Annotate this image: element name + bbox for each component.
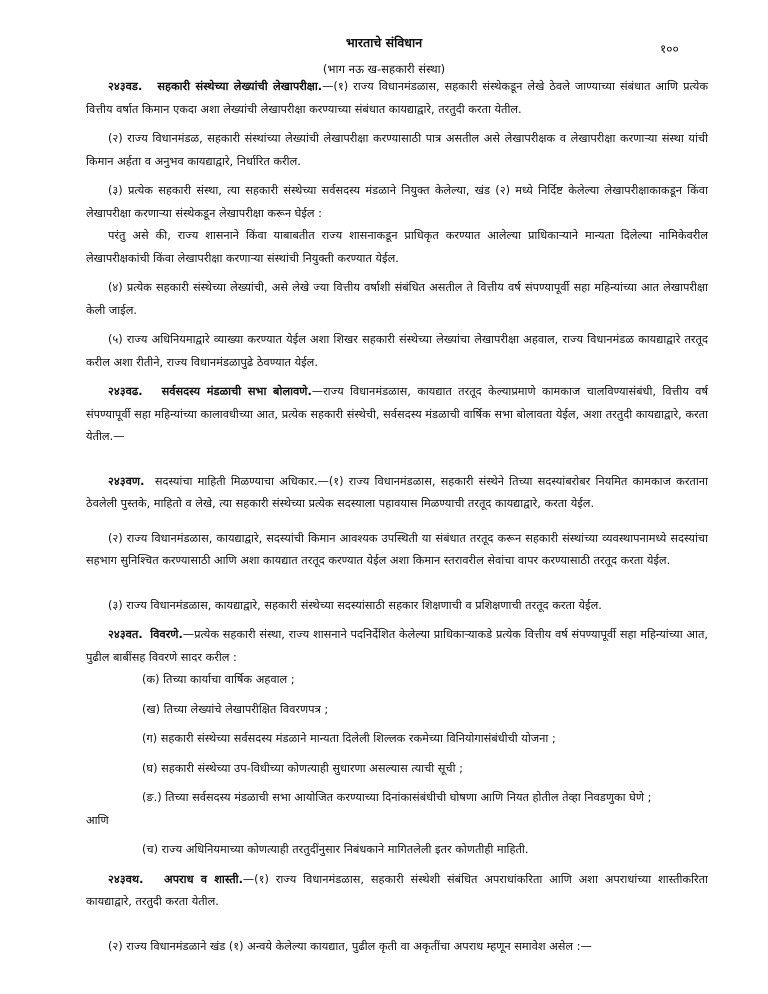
article-text: —राज्य विधानमंडळास, कायद्यात तरतूद केल्याप्रमाणे कामकाज चालविण्यासंबंधी, वित्तीय वर्ष संपण्यापूर्वी सहा महिन्यांच्या कालावधीच्या आत, प्रत्येक सहकारी संस्थेची, सर्वसदस्य मंडळाची वार्षिक सभा बोलावता येईल, अशा तरतुदी कायद्याद्वारे, करता येतील.— [86, 385, 708, 443]
article-title: अपराध व शास्ती. [164, 872, 243, 886]
clause: (२) राज्य विधानमंडळ, सहकारी संस्थांच्या लेख्यांची लेखापरीक्षा करण्यासाठी पात्र असतील असे लेखापरीक्षक व लेखापरीक्षा करणाऱ्या संस्था यांची किमान अर्हता व अनुभव कायद्याद्वारे, निर्धारित करील. [86, 132, 708, 168]
article-number: २४३वड. [108, 80, 143, 93]
list-item: (च) राज्य अधिनियमाच्या कोणत्याही तरतुदींनुसार निबंधकाने मागितलेली इतर कोणतीही माहिती. [142, 843, 529, 856]
list-item: (ग) सहकारी संस्थेच्या सर्वसदस्य मंडळाने मान्यता दिलेली शिल्लक रकमेच्या विनियोगासंबंधीची योजना ; [142, 732, 556, 745]
article-text: —प्रत्येक सहकारी संस्था, राज्य शासनाने पदनिर्देशित केलेल्या प्राधिकाऱ्याकडे प्रत्येक वित्तीय वर्ष संपण्यापूर्वी सहा महिन्यांच्या आत, पुढील बाबींसह विवरणे सादर करील : [86, 628, 708, 664]
clause: (५) राज्य अधिनियमाद्वारे व्याख्या करण्यात येईल अशा शिखर सहकारी संस्थेच्या लेख्यांचा लेखापरीक्षा अहवाल, राज्य विधानमंडळ कायद्याद्वारे तरतूद करील अशा रीतीने, राज्य विधानमंडळापुढे ठेवण्यात येईल. [86, 333, 708, 369]
clause: (२) राज्य विधानमंडळाने खंड (१) अन्वये केलेल्या कायद्यात, पुढील कृती वा अकृतींचा अपराध म्हणून समावेश असेल :— [108, 939, 592, 953]
article-243vdh [86, 381, 708, 449]
article-text: —(१) राज्य विधानमंडळास, सहकारी संस्थेने तिच्या सदस्यांबरोबर नियमित कामकाज करताना ठेवलेली पुस्तके, माहितो व लेखे, त्या सहकारी संस्थेच्या प्रत्येक सदस्याला पहावयास मिळण्याची तरतूद कायद्याद्वारे, करता येईल. [86, 474, 708, 510]
article-number: २४३वथ. [108, 872, 144, 886]
article-243vth [86, 869, 708, 914]
list-item: (घ) सहकारी संस्थेच्या उप-विधीच्या कोणत्याही सुधारणा असल्यास त्याची सूची ; [142, 761, 463, 775]
clause: (३) प्रत्येक सहकारी संस्था, त्या सहकारी संस्थेच्या सर्वसदस्य मंडळाने नियुक्त केलेल्या, खंड (२) मध्ये निर्दिष्ट केलेल्या लेखापरीक्षाकाकडून किंवा लेखापरीक्षा करणाऱ्या संस्थेकडून लेखापरीक्षा करून घेईल : [86, 184, 708, 220]
article-243vd [86, 76, 708, 121]
document-body [86, 76, 708, 958]
page-title: भारताचे संविधान [345, 35, 423, 50]
article-text: —(१) राज्य विधानमंडळास, सहकारी संस्थेशी संबंधित अपराधांकरिता आणि अशा अपराधांच्या शास्तीकरिता कायद्याद्वारे, तरतुदी करता येतील. [86, 872, 708, 908]
clause: (४) प्रत्येक सहकारी संस्थेच्या लेख्यांची, असे लेखे ज्या वित्तीय वर्षाशी संबंधित असतील ते वित्तीय वर्ष संपण्यापूर्वी सहा महिन्यांच्या आत लेखापरीक्षा केली जाईल. [86, 281, 708, 317]
list-item: (ङ.) तिच्या सर्वसदस्य मंडळाची सभा आयोजित करण्याच्या दिनांकासंबंधीची घोषणा आणि नियत होतील तेव्हा निवडणुका घेणे ; [142, 791, 652, 804]
clause: (३) राज्य विधानमंडळास, कायद्याद्वारे, सहकारी संस्थेच्या सदस्यांसाठी सहकार शिक्षणाची व प्रशिक्षणाची तरतूद करता येईल. [108, 598, 602, 612]
article-title: सर्वसदस्य मंडळाची सभा बोलावणे. [161, 385, 312, 398]
proviso: परंतु असे की, राज्य शासनाने किंवा याबाबतीत राज्य शासनाकडून प्राधिकृत करण्यात आलेल्या प्राधिकाऱ्याने मान्यता दिलेल्या नामिकेवरील लेखापरीक्षकांची किंवा लेखापरीक्षा करणाऱ्या संस्थांची नियुक्ती करण्यात येईल. [86, 229, 708, 265]
article-243vn [86, 471, 708, 516]
article-243vt [86, 624, 708, 669]
article-title: सदस्यांचा माहिती मिळण्याचा अधिकार. [154, 474, 318, 488]
article-number: २४३वत. [108, 628, 143, 641]
article-number: २४३वढ. [108, 385, 143, 398]
clause: (२) राज्य विधानमंडळास, कायद्याद्वारे, सदस्यांची किमान आवश्यक उपस्थिती या संबंधात तरतूद करून सहकारी संस्थांच्या व्यवस्थापनामध्ये सदस्यांचा सहभाग सुनिश्चित करण्यासाठी आणि अशा कायद्यात तरतूद करण्यात येईल अशा किमान स्तरावरील सेवांचा वापर करण्यासाठी तरतूद करता येईल. [86, 531, 708, 567]
article-title: विवरणे. [150, 628, 183, 641]
list-item: (ख) तिच्या लेख्यांचे लेखापरीक्षित विवरणपत्र ; [142, 702, 329, 716]
article-number: २४३वण. [108, 474, 145, 488]
page-number: १०० [660, 42, 679, 56]
article-title: सहकारी संस्थेच्या लेख्यांची लेखापरीक्षा. [157, 80, 323, 93]
part-heading: (भाग नऊ ख-सहकारी संस्था) [322, 62, 446, 76]
list-item: (क) तिच्या कार्याचा वार्षिक अहवाल ; [142, 673, 295, 686]
conjunction: आणि [86, 813, 109, 827]
article-text: —(१) राज्य विधानमंडळास, सहकारी संस्थेकडून लेखे ठेवले जाण्याच्या संबंधात आणि प्रत्येक वित्तीय वर्षात किमान एकदा अशा लेख्यांची लेखापरीक्षा करण्याच्या संबंधात कायद्याद्वारे, तरतुदी करता येतील. [86, 80, 709, 116]
